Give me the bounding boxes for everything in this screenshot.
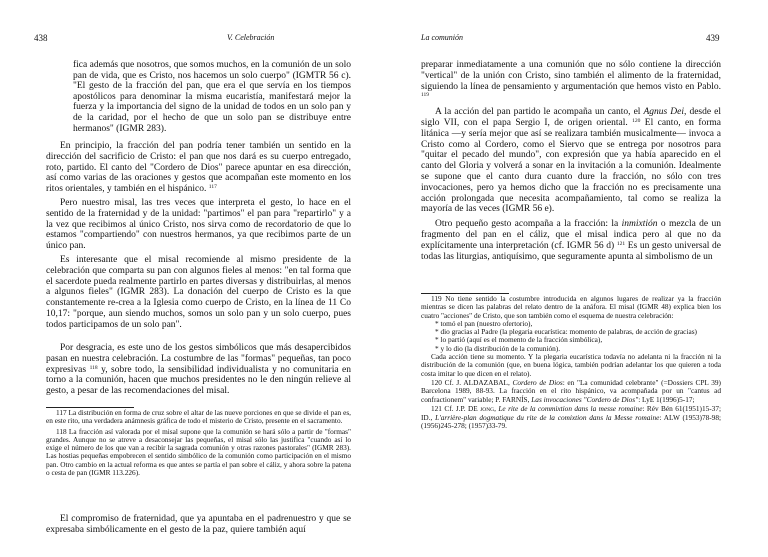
footnote-119-item: * tomó el pan (nuestro ofertorio), xyxy=(435,318,533,328)
paragraph: A la acción del pan partido le acompaña un canto, el Agnus Dei, desde el siglo VII, con el papa Sergio I, de origen oriental. $^{120}$ El canto, en forma litánica —y sería mejor que así se realizara también musicalmente— invoca a Cristo como al Cordero, como el Siervo que se entrega por nosotros para "quitar el pecado del mundo", con expresión que ya había aparecido en el canto del Gloria y volverá a sonar en la invitación a la comunión. Idealmente se supone que el canto dura cuanto dure la fracción, no sólo con tres invocaciones, pero ya hemos dicho que la fracción no es precisamente una acción prolongada que necesita acompañamiento, tal como se realiza la mayoría de las veces (IGMR 56 e). xyxy=(421,107,722,215)
footnote-119-item: * y lo dio (la distribución de la comunión). xyxy=(435,343,561,353)
right-body xyxy=(421,60,721,262)
paragraph: Por desgracia, es este uno de los gestos simbólicos que más desapercibidos pasan en nuestra celebración. La costumbre de las "formas" pequeñas, tan poco expresivas $^{118}$ y, sobre todo, la sensibilidad individualista y no comunitaria en torno a la comunión, hacen que muchos presidentes no le den ningún relieve al gesto, a pesar de las recomendaciones del misal. xyxy=(46,343,351,397)
left-body-1 xyxy=(46,141,351,331)
right-page-number: 439 xyxy=(706,33,720,43)
footnote-ref: 119 xyxy=(421,92,430,99)
right-running-head: La comunión xyxy=(421,33,463,42)
left-body-3 xyxy=(46,514,351,536)
left-block-quote xyxy=(73,60,351,134)
left-running-head: V. Celebración xyxy=(227,33,275,42)
paragraph: Otro pequeño gesto acompaña a la fracción: la inmixtión o mezcla de un fragmento del pan en el cáliz, que el misal indica pero al que no da explícitamente una interpretación (cf. IGMR 56 d) $^{121}$ Es un gesto universal de todas las liturgias, antiquísimo, que seguramente apunta al simbolismo de un xyxy=(421,219,722,262)
right-page xyxy=(384,0,768,557)
footnote-119-item: * lo partió (aquí es el momento de la fracción simbólica), xyxy=(435,335,603,345)
footnote-120: 120 Cf. J. ALDAZABAL, Cordero de Dios: en "La comunidad celebrante" (=Dossiers CPL 39) Barcelona 1989, 88-93. La fracción en el rito hispánico, va acompañada por un "cantus ad confractionem" variable; P. FARNÍS, Las invocaciones "Cordero de Dios": LyE 1(1996)5-17; xyxy=(421,377,721,404)
paragraph: Pero nuestro misal, las tres veces que interpreta el gesto, lo hace en el sentido de la fraternidad y de la unidad: "partimos" el pan para "repartirlo" y a la vez que recibimos al único Cristo, nos sirva como de recordatorio de que lo estamos "compartiendo" con nuestros hermanos, ya que recibimos parte de un único pan. xyxy=(46,197,351,252)
footnote-ref: 121 xyxy=(616,240,626,247)
footnote-119: 119 No tiene sentido la costumbre introducida en algunos lugares de realizar ya la fracción mientras se dicen las palabras del relato dentro de la anáfora. El misal (IGMR 48) explica bien los cuatro "acciones" de Cristo, que son también como el esquema de nuestra celebración: xyxy=(421,294,721,320)
left-page-number: 438 xyxy=(34,33,48,43)
footnote-119-item: * dio gracias al Padre (la plegaria eucarística: momento de palabras, de acción de gracias) xyxy=(435,327,697,337)
footnote-ref: 118 xyxy=(89,364,98,371)
footnote-117: 117 La distribución en forma de cruz sobre el altar de las nueve porciones en que se divide el pan es, en este rito, una verdadera anámnesis gráfica de todo el misterio de Cristo, presente en el sacramento. xyxy=(46,408,351,426)
left-body-2 xyxy=(46,343,351,397)
paragraph: En principio, la fracción del pan podría tener también un sentido en la dirección del sacrificio de Cristo: el pan que nos dará es su cuerpo entregado, roto, partido. El canto del "Cordero de Dios" parece apuntar en esa dirección, así como varias de las oraciones y gestos que acompañan este momento en los ritos orientales, y también en el hispánico. $^{117}$ xyxy=(46,141,351,195)
left-footnotes xyxy=(46,409,351,477)
paragraph: Es interesante que el misal recomiende al mismo presidente de la celebración que comparta su pan con algunos fieles al menos: "en tal forma que el sacerdote pueda realmente partirlo en partes diversas y distribuirlas, al menos a algunos fieles" (IGMR 283). La donación del cuerpo de Cristo es la que constantemente re-crea a la Iglesia como cuerpo de Cristo, en la línea de 11 Co 10,17: "porque, aun siendo muchos, somos un solo pan y un solo cuerpo, pues todos participamos de un solo pan". xyxy=(46,254,351,330)
footnote-ref: 117 xyxy=(208,184,217,191)
footnote-119-end: Cada acción tiene su momento. Y la plegaria eucarística todavía no adelanta ni la fracción ni la distribución de la comunión (que, en buena lógica, también podrían adelantar los que quieren a toda costa imitar lo que dicen en el relato). xyxy=(421,352,721,378)
footnote-118: 118 La fracción así valorada por el misal supone que la comunión se hará sólo a partir de "formas" grandes. Aunque no se atreve a desaconsejar las pequeñas, el misal sólo las justifica "cuando así lo exige el número de los que van a recibir la sagrada comunión y otras razones pastorales" (IGMR 283). Las hostias pequeñas empobrecen el sentido simbólico de la comunión como participación en el mismo pan. Otro cambio en la actual reforma es que antes se partía el pan sobre el cáliz, y ahora sobre la patena o cesta de pan (IGMR 113.226). xyxy=(46,426,351,478)
footnote-ref: 120 xyxy=(632,117,641,124)
footnote-121: 121 Cf. J.P. DE JONG, Le rite de la commixtion dans la messe romaine: Rév Bén 61(1951)15-37; ID., L'arrière-plan dogmatique du rite de la comixtion dans la Messe romaine: ALW (1953)78-98; (1956)245-278; (1957)33-79. xyxy=(421,403,721,431)
quote-text: fica además que nosotros, que somos muchos, en la comunión de un solo pan de vida, que es Cristo, nos hacemos un solo cuerpo" (IGMTR 56 c). "El gesto de la fracción del pan, que era el que servía en los tiempos apostólicos para denominar la misma eucaristía, manifestará mejor la fuerza y la importancia del signo de la unidad de todos en un solo pan y de la caridad, por el hecho de que un solo pan se distribuye entre hermanos" (IGMR 283). xyxy=(73,60,351,134)
paragraph: preparar inmediatamente a una comunión que no sólo contiene la dirección "vertical" de la unión con Cristo, sino también el alimento de la fraternidad, siguiendo la línea de pensamiento y argumentación que hemos visto en Pablo. $^{119}$ xyxy=(421,60,721,99)
right-footnotes xyxy=(421,295,721,431)
paragraph: El compromiso de fraternidad, que ya apuntaba en el padrenuestro y que se expresaba simbólicamente en el gesto de la paz, quiere también aquí xyxy=(46,514,351,535)
